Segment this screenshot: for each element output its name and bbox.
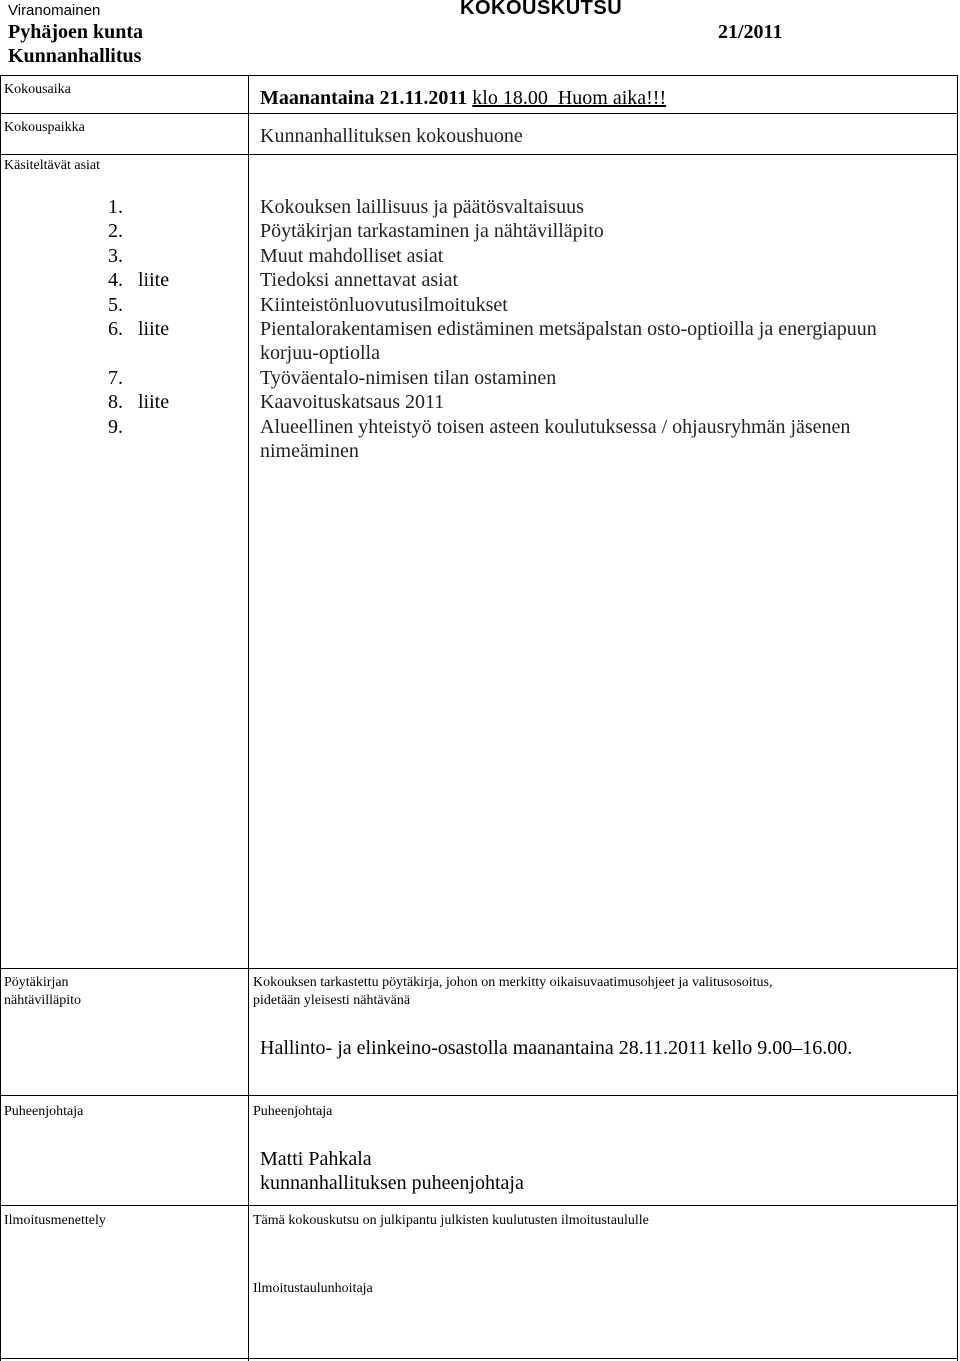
agenda-item-text: Pientalorakentamisen edistäminen metsäpalstan osto-optioilla ja energiapuun — [260, 318, 877, 340]
agenda-item-attachment: liite — [138, 391, 170, 414]
agenda-item-number: 4. — [108, 269, 123, 292]
agenda-item-number: 3. — [108, 244, 123, 267]
section-divider — [0, 968, 958, 969]
agenda-item-text: Muut mahdolliset asiat — [260, 244, 444, 267]
agenda-item-text: Tiedoksi annettavat asiat — [260, 269, 459, 292]
row-divider — [0, 154, 958, 155]
minutes-label-line1: Pöytäkirjan — [4, 975, 69, 990]
chair-label: Puheenjohtaja — [4, 1104, 84, 1119]
governing-body: Kunnanhallitus — [8, 45, 142, 67]
section-divider — [0, 1095, 958, 1096]
agenda-item-text: Alueellinen yhteistyö toisen asteen koulutuksessa / ohjausryhmän jäsenen — [260, 415, 851, 438]
meeting-time-value — [260, 87, 666, 110]
agenda-item-number: 9. — [108, 415, 123, 438]
municipality-name: Pyhäjoen kunta — [8, 21, 144, 43]
bottom-border — [0, 1358, 958, 1359]
left-border — [0, 75, 1, 1361]
column-divider — [248, 75, 249, 1361]
meeting-place-value: Kunnanhallituksen kokoushuone — [260, 125, 523, 147]
agenda-item-number: 7. — [108, 366, 123, 389]
header-divider — [0, 75, 958, 76]
agenda-item-text-continued: korjuu-optiolla — [260, 342, 380, 365]
notice-text: Tämä kokouskutsu on julkipantu julkisten kuulutusten ilmoitustaululle — [253, 1213, 649, 1228]
minutes-text-line2: pidetään yleisesti nähtävänä — [253, 993, 411, 1008]
agenda-item-attachment: liite — [138, 269, 170, 292]
minutes-label-line2: nähtävilläpito — [4, 993, 81, 1008]
authority-label: Viranomainen — [8, 2, 101, 19]
meeting-place-label: Kokouspaikka — [4, 120, 85, 135]
agenda-item-number: 1. — [108, 196, 123, 218]
agenda-item-text: Kaavoituskatsaus 2011 — [260, 391, 445, 414]
meeting-time-note: Huom aika!!! — [547, 87, 667, 109]
agenda-item-number: 8. — [108, 391, 123, 414]
chair-title-label: Puheenjohtaja — [253, 1104, 333, 1119]
document-number: 21/2011 — [718, 21, 783, 43]
minutes-text-line1: Kokouksen tarkastettu pöytäkirja, johon on merkitty oikaisuvaatimusohjeet ja valitusosoitus, — [253, 975, 773, 990]
row-divider — [0, 113, 958, 114]
chair-name: Matti Pahkala — [260, 1148, 372, 1170]
meeting-time-label: Kokousaika — [4, 82, 71, 97]
agenda-item-text: Työväentalo-nimisen tilan ostaminen — [260, 366, 557, 389]
chair-role: kunnanhallituksen puheenjohtaja — [260, 1172, 524, 1194]
agenda-item-text: Kiinteistönluovutusilmoitukset — [260, 293, 508, 316]
right-border — [957, 75, 958, 1361]
agenda-item-number: 6. — [108, 318, 123, 340]
agenda-item-text: Pöytäkirjan tarkastaminen ja nähtävilläpito — [260, 220, 604, 243]
document-title: KOKOUSKUTSU — [460, 0, 623, 19]
board-keeper-label: Ilmoitustaulunhoitaja — [253, 1281, 373, 1296]
minutes-location-time: Hallinto- ja elinkeino-osastolla maanantaina 28.11.2011 kello 9.00–16.00. — [260, 1037, 853, 1059]
meeting-date: Maanantaina 21.11.2011 — [260, 87, 473, 109]
meeting-hour: klo 18.00 — [472, 87, 548, 109]
agenda-item-text: Kokouksen laillisuus ja päätösvaltaisuus — [260, 196, 584, 218]
agenda-items-label: Käsiteltävät asiat — [4, 158, 101, 173]
agenda-item-number: 5. — [108, 293, 123, 316]
notice-label: Ilmoitusmenettely — [4, 1213, 106, 1228]
section-divider — [0, 1205, 958, 1206]
agenda-item-attachment: liite — [138, 318, 170, 340]
agenda-item-text-continued: nimeäminen — [260, 440, 359, 462]
agenda-item-number: 2. — [108, 220, 123, 243]
